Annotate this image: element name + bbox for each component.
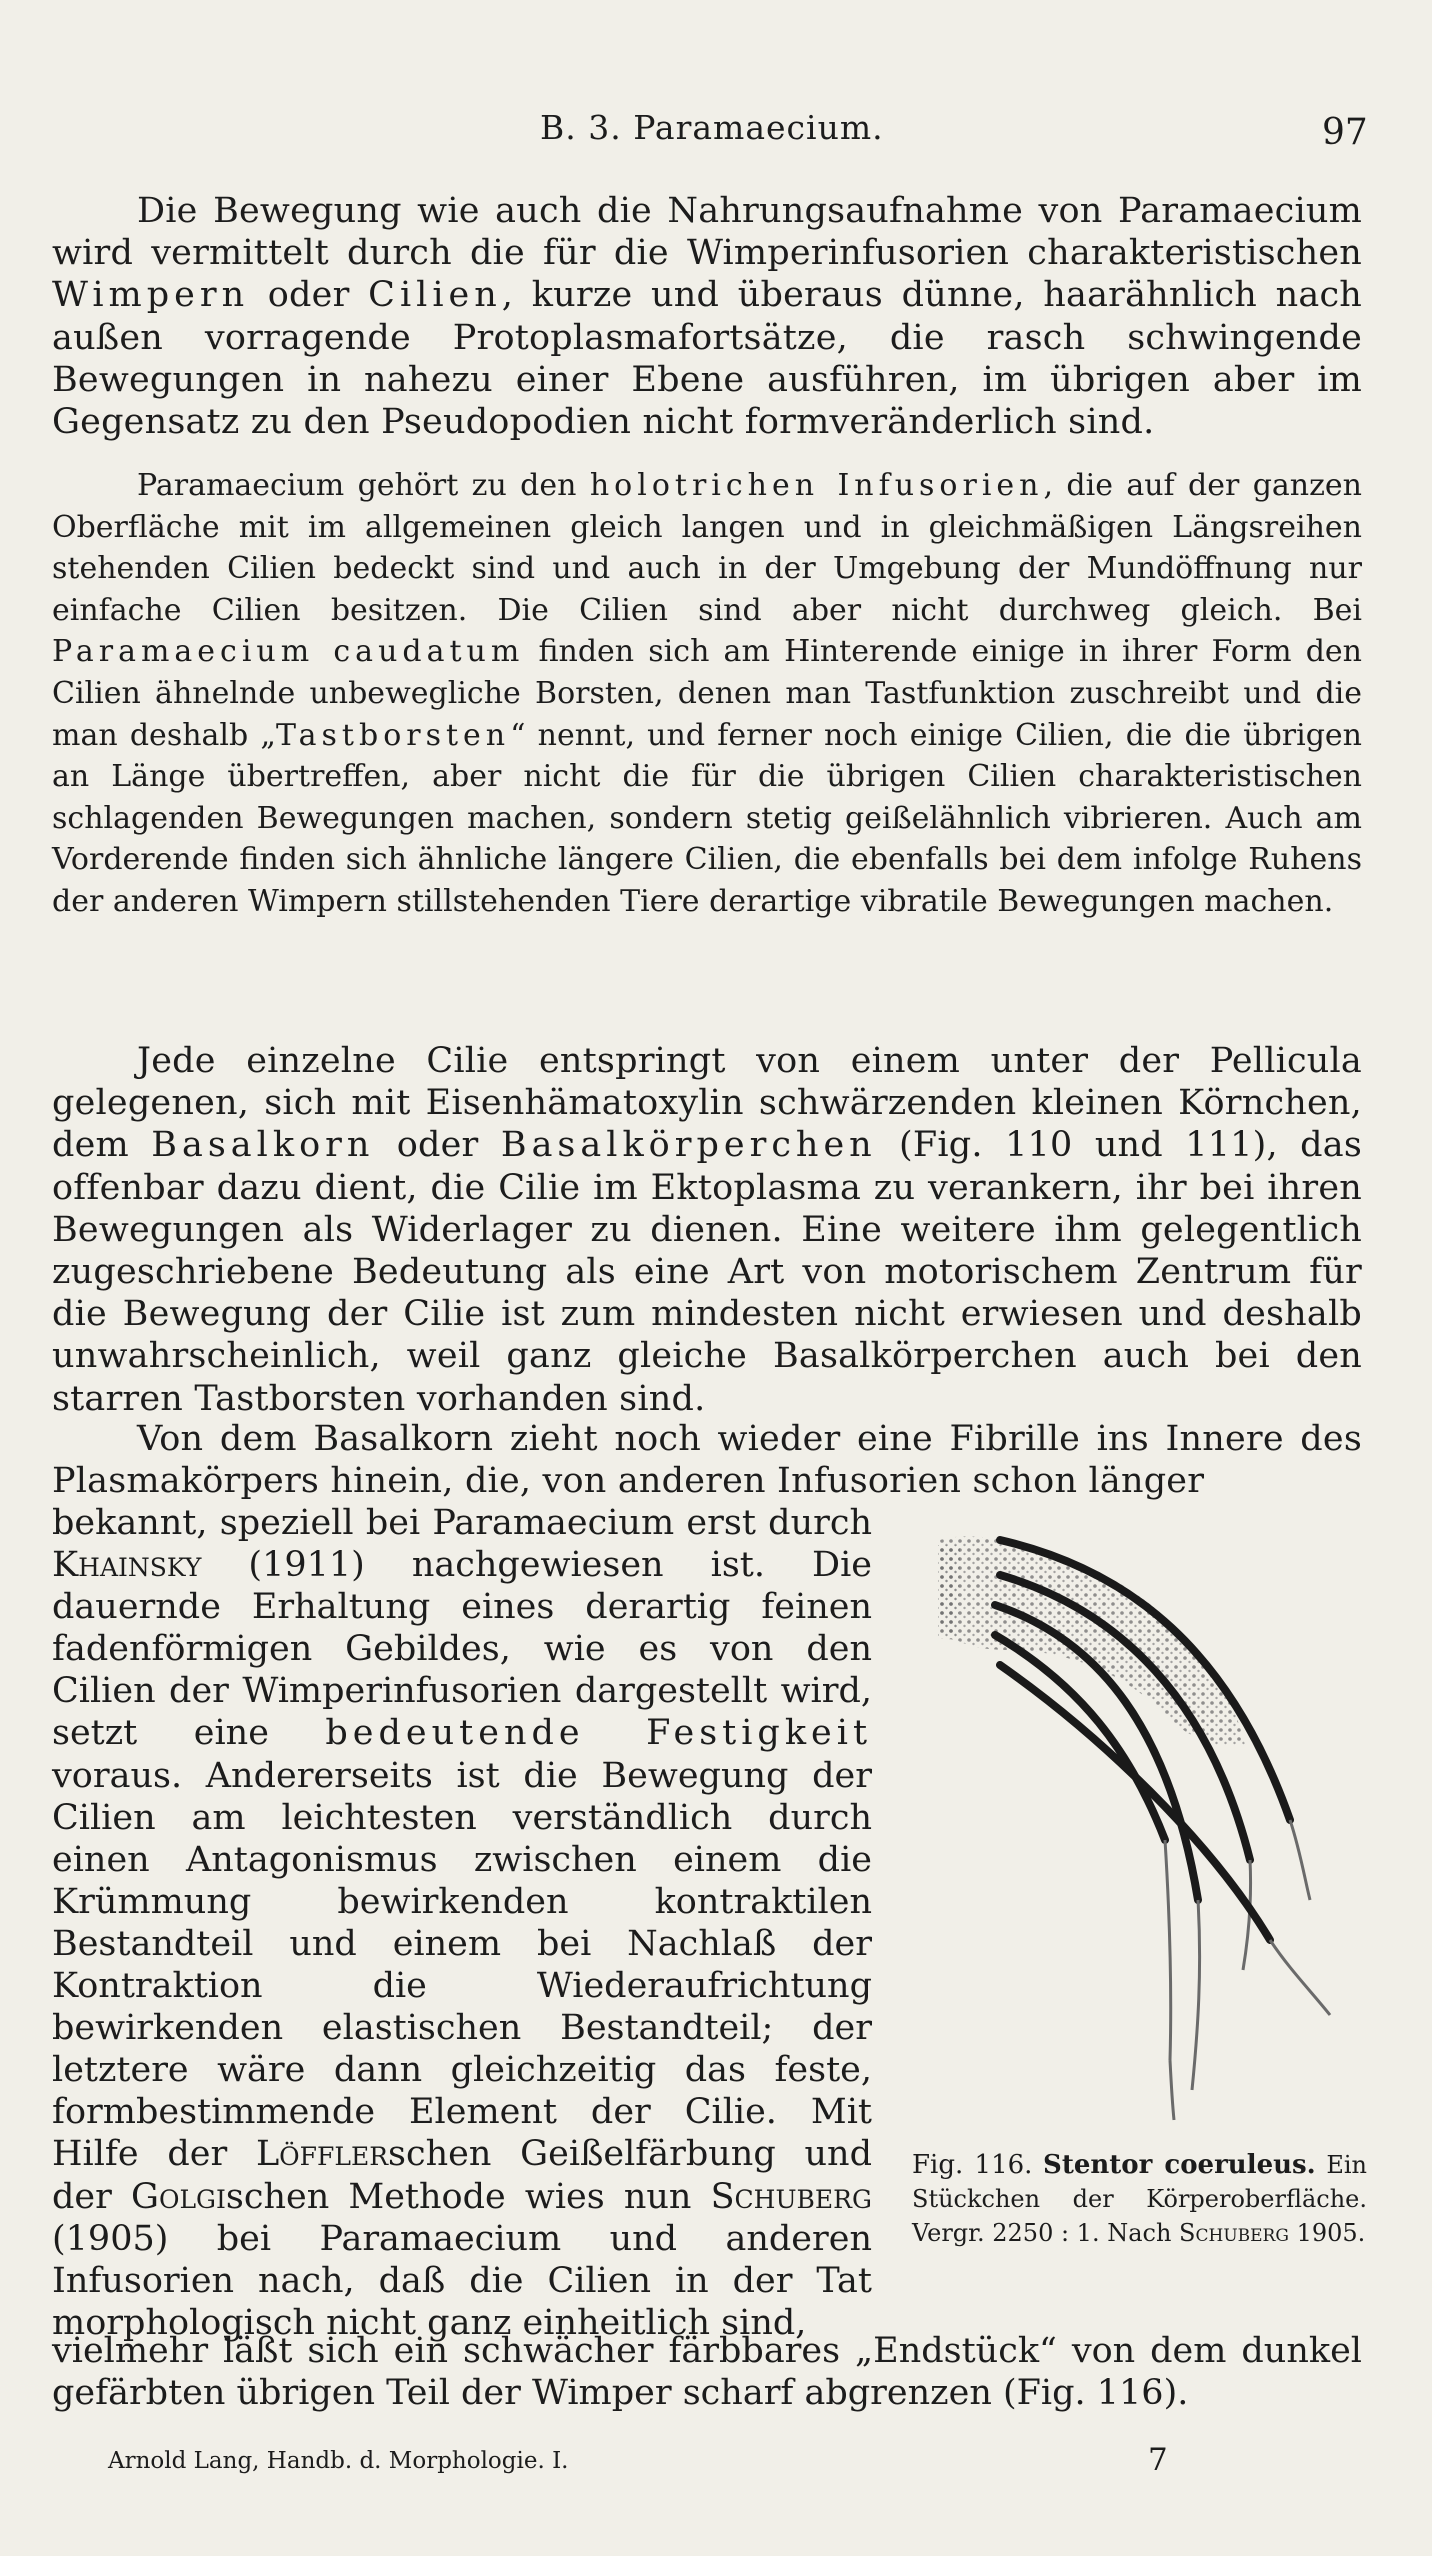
term-basalkorn: Basalkorn [151, 1125, 375, 1166]
term-cilien: Cilien [368, 275, 502, 316]
term-bedeutende-festigkeit: bedeutende Festigkeit [325, 1713, 873, 1754]
figure-label: Fig. 116. [912, 2150, 1033, 2180]
page-footer [0, 2442, 1432, 2482]
page-number: 97 [1322, 112, 1368, 153]
figure-species: Stentor coeruleus. [1043, 2150, 1316, 2180]
running-title: B. 3. Paramaecium. [540, 108, 884, 147]
paragraph-4-end: vielmehr läßt sich ein schwächer färbbares „Endstück“ von dem dunkel gefärbten übrigen Teil der Wimper scharf abgrenzen (Fig. 116). [52, 2331, 1362, 2413]
paragraph-2: Paramaecium gehört zu den holotrichen Infusorien, die auf der ganzen Oberfläche mit im allgemeinen gleich langen und in gleichmäßigen Längsreihen stehenden Cilien bedeckt sind und auch in der Umgebung der Mundöffnung nur einfache Cilien besitzen. Die Cilien sind aber nicht durchweg gleich. Bei Paramaecium caudatum finden sich am Hinterende einige in ihrer Form den Cilien ähnelnde unbewegliche Borsten, denen man Tastfunktion zuschreibt und die man deshalb „Tastborsten“ nennt, und ferner noch einige Cilien, die die übrigen an Länge übertreffen, aber nicht die für die übrigen Cilien charakteristischen schlagenden Bewegungen machen, sondern stetig geißelähnlich vibrieren. Auch am Vorderende finden sich ähnliche längere Cilien, die ebenfalls bei dem infolge Ruhens der anderen Wimpern stillstehenden Tiere derartige vibratile Bewegungen machen. [52, 468, 1363, 919]
figure-116-caption: Fig. 116. Stentor coeruleus. Ein Stückchen der Körperoberfläche. Vergr. 2250 : 1. Nach Schuberg 1905. [912, 2150, 1367, 2247]
paragraph-1: Die Bewegung wie auch die Nahrungsaufnahme von Paramaecium wird vermittelt durch die für die Wimperinfusorien charakteristischen Wimpern oder Cilien, kurze und überaus dünne, haarähnlich nach außen vorragende Protoplasmafortsätze, die rasch schwingende Bewegungen in nahezu einer Ebene ausführen, im übrigen aber im Gegensatz zu den Pseudopodien nicht formveränderlich sind. [52, 191, 1362, 443]
author-khainsky: Khainsky [52, 1545, 202, 1586]
signature-mark: 7 [1148, 2442, 1168, 2478]
author-golgi: Golgi [130, 2176, 226, 2217]
author-loeffler: Löffler [255, 2134, 389, 2175]
term-paramaecium-caudatum: Paramaecium caudatum [52, 634, 525, 670]
book-source-line: Arnold Lang, Handb. d. Morphologie. I. [108, 2448, 569, 2474]
term-holotrichen-infusorien: holotrichen Infusorien [589, 468, 1044, 503]
paragraph-4: Von dem Basalkorn zieht noch wieder eine Fibrille ins Innere des Plasmakörpers hinein, die, von anderen Infusorien schon länger [52, 1419, 1362, 1502]
figure-author: Schuberg [1179, 2219, 1289, 2247]
term-basalkoerperchen: Basalkörperchen [500, 1125, 877, 1166]
figure-116-illustration [930, 1520, 1370, 2140]
basal-granules [938, 1545, 960, 1640]
paragraph-4-continued: bekannt, speziell bei Paramaecium erst durch Khainsky (1911) nachgewiesen ist. Die dauernde Erhaltung eines derartig feinen fadenförmigen Gebildes, wie es von den Cilien der Wimperinfusorien dargestellt wird, setzt eine bedeutende Festigkeit voraus. Andererseits ist die Bewegung der Cilien am leichtesten verständlich durch einen Antagonismus zwischen einem die Krümmung bewirkenden kontraktilen Bestandteil und einem bei Nachlaß der Kontraktion die Wiederaufrichtung bewirkenden elastischen Bestandteil; der letztere wäre dann gleichzeitig das feste, formbestimmende Element der Cilie. Mit Hilfe der Löfflerschen Geißelfärbung und der Golgischen Methode wies nun Schuberg (1905) bei Paramaecium und anderen Infusorien nach, daß die Cilien in der Tat morphologisch nicht ganz einheitlich sind, [52, 1503, 873, 2343]
term-wimpern: Wimpern [52, 275, 250, 316]
running-header [0, 108, 1432, 158]
paragraph-3: Jede einzelne Cilie entspringt von einem unter der Pellicula gelegenen, sich mit Eisenhämatoxylin schwärzenden kleinen Körnchen, dem Basalkorn oder Basalkörperchen (Fig. 110 und 111), das offenbar dazu dient, die Cilie im Ektoplasma zu verankern, ihr bei ihren Bewegungen als Widerlager zu dienen. Eine weitere ihm gelegentlich zugeschriebene Bedeutung als eine Art von motorischem Zentrum für die Bewegung der Cilie ist zum mindesten nicht erwiesen und deshalb unwahrscheinlich, weil ganz gleiche Basalkörperchen auch bei den starren Tastborsten vorhanden sind. [52, 1041, 1363, 1419]
cilia-drawing [930, 1520, 1370, 2140]
term-tastborsten: Tastborsten [275, 717, 511, 753]
author-schuberg: Schuberg [710, 2176, 872, 2217]
